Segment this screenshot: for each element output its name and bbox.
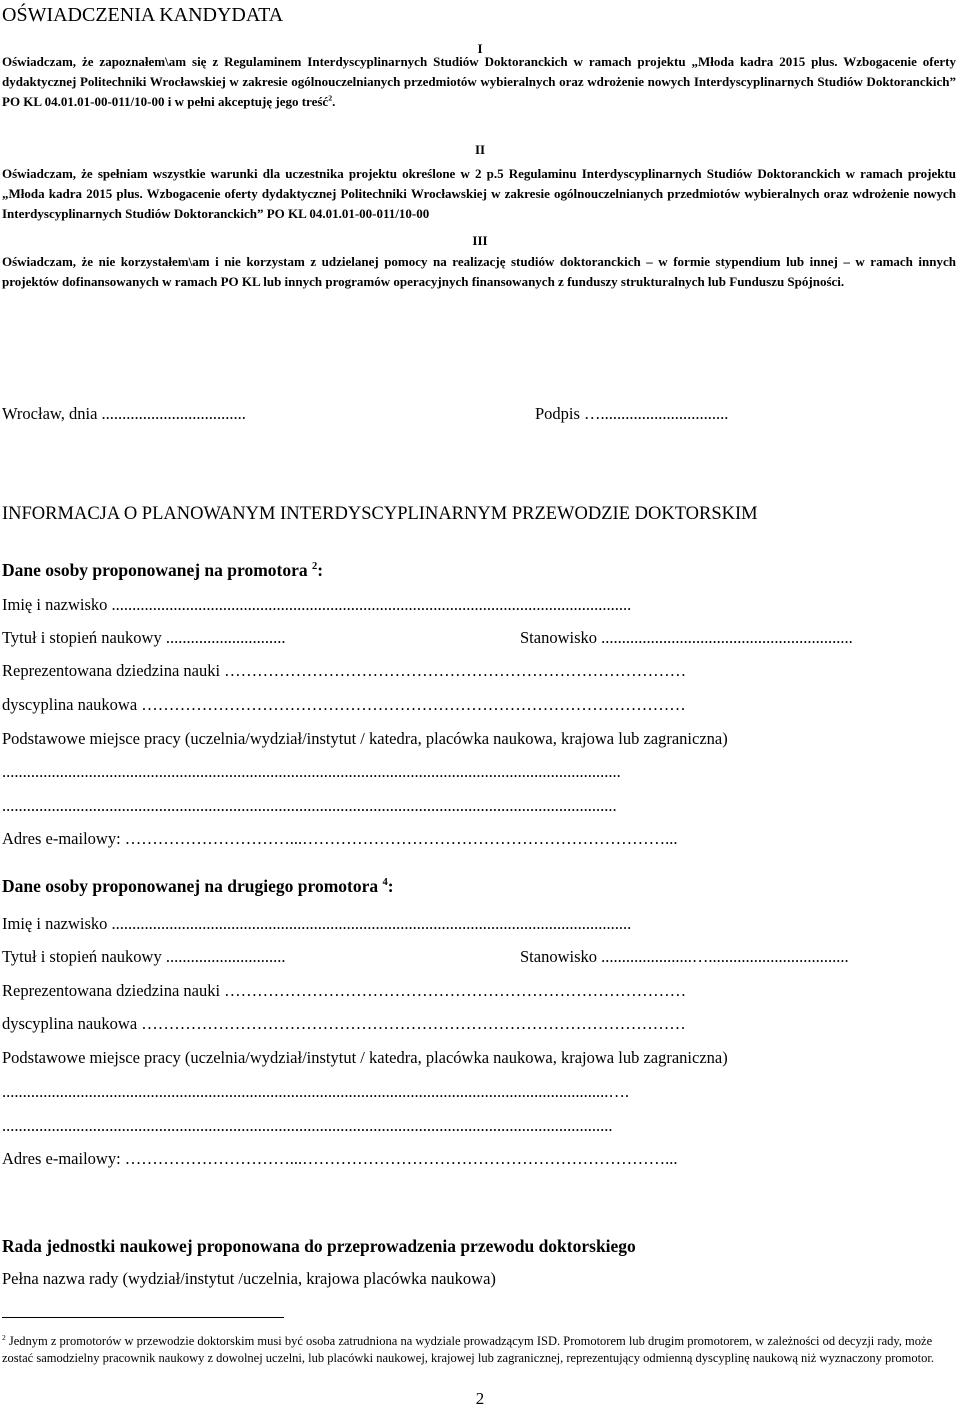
page-number: 2 [475,1389,485,1408]
promoter-1-heading [2,560,323,581]
promoter-2-workplace-line-1: ...................................................................................................................................................…. [2,1082,629,1101]
promoter-1-workplace-line-1: ...................................................................................................................................................... [2,762,621,781]
declaration-3-numeral: III [472,233,488,248]
declaration-3-text: Oświadczam, że nie korzystałem\am i nie korzystam z udzielanej pomocy na realizację studiów doktoranckich – w formie stypendium lub innej – w ramach innych projektów dofinansowanych w ramach PO KL lub innych programów operacyjnych finansowanych z funduszy strukturalnych lub Funduszu Spójności. [2,254,956,289]
footnote-ref: 2 [328,93,333,103]
declaration-1-tail: . [332,94,336,109]
promoter-2-heading-tail: : [387,876,394,896]
promoter-2-heading [2,876,394,897]
promoter-2-email: Adres e-mailowy: …………………………...…………………………………………………………... [2,1149,678,1168]
declaration-1-body: Oświadczam, że zapoznałem\am się z Regulaminem Interdyscyplinarnych Studiów Doktoranckich w ramach projektu „Młoda kadra 2015 plus. Wzbogacenie oferty dydaktycznej Politechniki Wrocławskiej w zakresie ogólnouczelnianych przedmiotów wybieralnych oraz wdrożenie nowych Interdyscyplinarnych Studiów Doktoranckich” PO KL 04.01.01-00-011/10-00 i w pełni akceptuję jego treść [2,54,956,109]
promoter-2-workplace-line-2: .................................................................................................................................................... [2,1116,613,1135]
promoter-1-position: Stanowisko ............................................................. [520,628,853,647]
promoter-2-degree: Tytuł i stopień naukowy ............................. [2,947,286,966]
declaration-2-numeral: II [474,142,486,157]
footnote-mark: 2 [2,1332,6,1342]
promoter-1-heading-tail: : [317,560,324,580]
promoter-2-name: Imię i nazwisko .............................................................................................................................. [2,914,632,933]
promoter-1-email: Adres e-mailowy: …………………………...…………………………………………………………... [2,829,678,848]
declaration-1-text [2,52,956,112]
council-heading: Rada jednostki naukowej proponowana do przeprowadzenia przewodu doktorskiego [2,1236,636,1256]
signature-field: Podpis …............................... [535,404,729,423]
footnote-ref: 2 [312,561,318,573]
footnote-text: Jednym z promotorów w przewodzie doktorskim musi być osoba zatrudniona na wydziale prowadzącym ISD. Promotorem lub drugim promotorem, w zależności od decyzji rady, może zostać samodzielny pracownik naukowy z dowolnej uczelni, lub placówki naukowej, krajowej lub zagranicznej, reprezentujący odmienną dyscyplinę naukową niż wyznaczony promotor. [2,1334,934,1365]
promoter-2-workplace: Podstawowe miejsce pracy (uczelnia/wydział/instytut / katedra, placówka naukowa, krajowa lub zagraniczna) [2,1048,728,1067]
place-date-field: Wrocław, dnia ................................... [2,404,246,423]
promoter-1-field: Reprezentowana dziedzina nauki ………………………………………………………………………… [2,661,687,680]
promoter-2-position: Stanowisko ......................….................................. [520,947,849,966]
council-name-label: Pełna nazwa rady (wydział/instytut /uczelnia, krajowa placówka naukowa) [2,1269,496,1288]
footnote [2,1333,952,1367]
promoter-1-discipline: dyscyplina naukowa ……………………………………………………………………………………… [2,695,686,714]
promoter-1-heading-text: Dane osoby proponowanej na promotora [2,560,313,580]
promoter-1-degree: Tytuł i stopień naukowy ............................. [2,628,286,647]
promoter-1-name: Imię i nazwisko .............................................................................................................................. [2,595,632,614]
promoter-1-workplace: Podstawowe miejsce pracy (uczelnia/wydział/instytut / katedra, placówka naukowa, krajowa lub zagraniczna) [2,729,728,748]
promoter-1-workplace-line-2: ..................................................................................................................................................... [2,796,617,815]
promoter-2-field: Reprezentowana dziedzina nauki ………………………………………………………………………… [2,981,687,1000]
info-title: INFORMACJA O PLANOWANYM INTERDYSCYPLINARNYM PRZEWODZIE DOKTORSKIM [2,504,758,524]
declaration-2-text: Oświadczam, że spełniam wszystkie warunki dla uczestnika projektu określone w 2 p.5 Regulaminu Interdyscyplinarnych Studiów Doktoranckich w ramach projektu „Młoda kadra 2015 plus. Wzbogacenie oferty dydaktycznej Politechniki Wrocławskiej w zakresie ogólnouczelnianych przedmiotów wybieralnych oraz wdrożenie nowych Interdyscyplinarnych Studiów Doktoranckich” PO KL 04.01.01-00-011/10-00 [2,166,956,221]
declaration-1-numeral: I [477,41,483,56]
promoter-2-heading-text: Dane osoby proponowanej na drugiego promotora [2,876,383,896]
footnote-ref: 4 [382,877,388,889]
footnote-separator [2,1317,284,1318]
promoter-2-discipline: dyscyplina naukowa ……………………………………………………………………………………… [2,1014,686,1033]
section-title: OŚWIADCZENIA KANDYDATA [2,4,284,26]
